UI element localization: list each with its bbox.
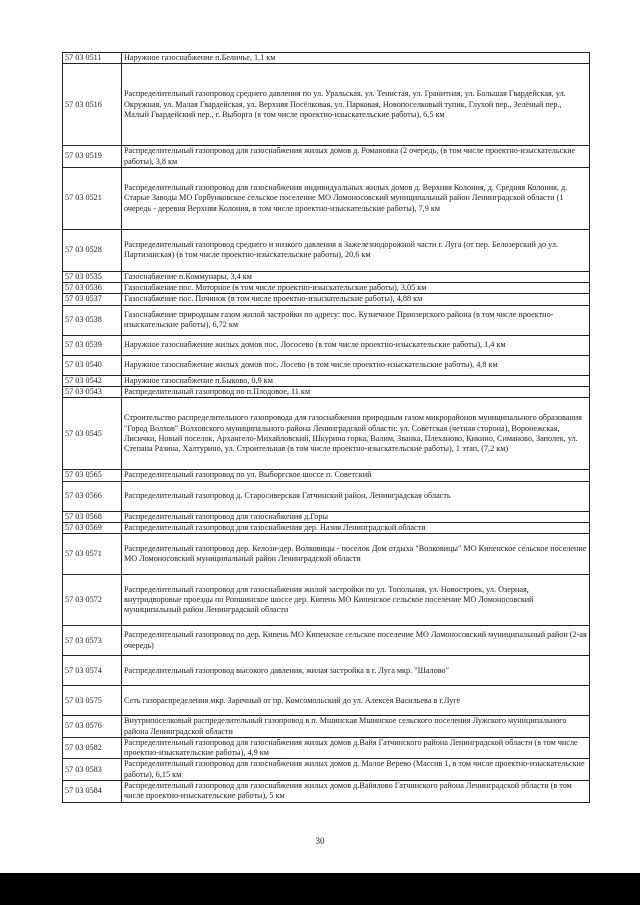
- object-code: 57 03 0540: [63, 355, 122, 375]
- object-description: Газоснабжение пос. Починок (в том числе проектно-изыскательские работы), 4,88 км: [122, 294, 590, 305]
- page-number: 30: [315, 836, 325, 846]
- table-row: [63, 511, 590, 522]
- object-code: 57 03 0538: [63, 305, 122, 335]
- registry-sheet: [62, 52, 590, 803]
- object-description: Распределительный газопровод для газоснабжения жилых домов д.Вайялово Гатчинского района Ленинградской области (в том числе проектно-изыскательские работы), 5 км: [122, 781, 590, 803]
- object-description: Распределительный газопровод высокого давления, жилая застройка в г. Луга мкр. "Шалово": [122, 656, 590, 686]
- object-description: Распределительный газопровод среднего и низкого давления в Зажелезнодорожной части г. Луга (от пер. Белозерский до ул. Партизанская) (в том числе проектно-изыскательские работы), 20,6 км: [122, 229, 590, 271]
- table-row: [63, 146, 590, 168]
- object-code: 57 03 0573: [63, 626, 122, 656]
- object-description: Наружное газоснабжение жилых домов пос. Лосево (в том числе проектно-изыскательские работы), 4,8 км: [122, 355, 590, 375]
- object-description: Распределительный газопровод для газоснабжения жилых домов д. Малое Верево (Массив 1, в том числе проектно-изыскательские работы), 6,15 км: [122, 759, 590, 781]
- object-code: 57 03 0536: [63, 283, 122, 294]
- table-row: [63, 64, 590, 146]
- object-description: Распределительный газопровод д. Старосиверская Гатчинский район, Ленинградская область: [122, 481, 590, 511]
- object-code: 57 03 0583: [63, 759, 122, 781]
- object-code: 57 03 0568: [63, 511, 122, 522]
- table-row: [63, 229, 590, 271]
- object-description: Газоснабжение п.Коммунары, 3,4 км: [122, 271, 590, 282]
- table-row: [63, 398, 590, 470]
- object-description: Сеть газораспределения мкр. Заречный от пр. Комсомольский до ул. Алексея Васильева в г.Луге: [122, 686, 590, 716]
- table-row: [63, 294, 590, 305]
- object-description: Внутрипоселковый распределительный газопровод в п. Мшинская Мшинское сельского поселения Лужского муниципального района Ленинградской области: [122, 716, 590, 738]
- object-description: Распределительный газопровод дер. Келози-дер. Волковицы - поселок Дом отдыха "Волковицы" МО Кипенское сельское поселение МО Ломоносовский муниципальный район Ленинградской области: [122, 534, 590, 575]
- object-code: 57 03 0571: [63, 534, 122, 575]
- table-row: [63, 305, 590, 335]
- object-code: 57 03 0511: [63, 53, 122, 64]
- object-code: 57 03 0572: [63, 575, 122, 626]
- table-row: [63, 737, 590, 759]
- table-row: [63, 781, 590, 803]
- object-code: 57 03 0566: [63, 481, 122, 511]
- object-description: Наружное газоснабжение п.Беличье, 1,1 км: [122, 53, 590, 64]
- object-code: 57 03 0537: [63, 294, 122, 305]
- object-description: Строительство распределительного газопровода для газоснабжения природным газом микрорайонов муниципального образования "Город Волхов" Волховского муниципального района Ленинградской области: ул. Советская (четная сторона), Воронежская, Лисички, Новый поселок, Архангело-Михайловский, Шкурина горка, Валим, Званка, Плеханово, Кикино, Симаново, Заполек, ул. Степана Разина, Халтурино, ул. Строительная (в том числе проектно-изыскательские работы), 1 этап, (7,2 км): [122, 398, 590, 470]
- object-description: Наружное газоснабжение п.Быково, 0,9 км: [122, 375, 590, 386]
- object-description: Наружное газоснабжение жилых домов пос. Лососево (в том числе проектно-изыскательские работы), 1,4 км: [122, 335, 590, 355]
- table-row: [63, 470, 590, 481]
- object-code: 57 03 0516: [63, 64, 122, 146]
- table-row: [63, 355, 590, 375]
- object-code: 57 03 0575: [63, 686, 122, 716]
- table-row: [63, 522, 590, 533]
- scan-bottom-bar: [0, 873, 640, 905]
- table-row: [63, 53, 590, 64]
- object-description: Распределительный газопровод для газоснабжения жилых домов д. Романовка (2 очередь, (в том числе проектно-изыскательские работы), 3,8 км: [122, 146, 590, 168]
- object-code: 57 03 0535: [63, 271, 122, 282]
- object-code: 57 03 0574: [63, 656, 122, 686]
- table-row: [63, 167, 590, 229]
- table-row: [63, 481, 590, 511]
- object-description: Газоснабжение природным газом жилой застройки по адресу: пос. Кузнечное Приозерского района (в том числе проектно-изыскательские работы), 6,72 км: [122, 305, 590, 335]
- object-code: 57 03 0565: [63, 470, 122, 481]
- object-description: Распределительный газопровод для газоснабжения жилых домов д.Вайя Гатчинского района Ленинградской области (в том числе проектно-изыскательские работы), 4,9 км: [122, 737, 590, 759]
- object-description: Распределительный газопровод для газоснабжения жилой застройки по ул. Топольная, ул. Новостроек, ул. Озерная, внутридворовые проезды по Ропшинское шоссе дер. Кипень МО Кипенское сельское поселение МО Ломоносовский муниципальный район Ленинградской области: [122, 575, 590, 626]
- object-description: Распределительный газопровод для газоснабжения д.Горы: [122, 511, 590, 522]
- table-row: [63, 686, 590, 716]
- object-code: 57 03 0519: [63, 146, 122, 168]
- table-body: [63, 53, 590, 803]
- table-row: [63, 626, 590, 656]
- object-code: 57 03 0542: [63, 375, 122, 386]
- object-code: 57 03 0584: [63, 781, 122, 803]
- table-row: [63, 375, 590, 386]
- object-description: Распределительный газопровод среднего давления по ул. Уральская. ул. Тенистая, ул. Гранитная, ул. Большая Гвардейская, ул. Окружная, ул. Малая Гвардейская, ул. Верхняя Посёлковая, ул. Парковая, Новопоселковый тупик, Глухой пер., Зелёный пер., Малый Гвардейский пер., г. Выборга (в том числе проектно-изыскательские работы), 6,5 км: [122, 64, 590, 146]
- table-row: [63, 387, 590, 398]
- object-code: 57 03 0545: [63, 398, 122, 470]
- object-description: Распределительный газопровод по дер. Кипень МО Кипенское сельское поселение МО Ломоносовский муниципальный район (2-ая очередь): [122, 626, 590, 656]
- table-row: [63, 271, 590, 282]
- object-description: Распределительный газопровод для газоснабжения индивидуальных жилых домов д. Верхняя Колония, д. Средняя Колония, д. Старые Заводы МО Горбунковское сельское поселение МО Ломоносовский муниципальный район Ленинградской области (1 очередь - деревня Верхняя Колония, в том числе проектно-изыскательские работы), 7,9 км: [122, 167, 590, 229]
- table-row: [63, 716, 590, 738]
- table-row: [63, 575, 590, 626]
- object-code: 57 03 0582: [63, 737, 122, 759]
- object-code: 57 03 0528: [63, 229, 122, 271]
- object-code: 57 03 0539: [63, 335, 122, 355]
- object-description: Газоснабжение пос. Моторное (в том числе проектно-изыскательские работы), 3,05 км: [122, 283, 590, 294]
- object-code: 57 03 0576: [63, 716, 122, 738]
- object-code: 57 03 0543: [63, 387, 122, 398]
- table-row: [63, 283, 590, 294]
- object-description: Распределительный газопровод по п.Плодовое, 11 км: [122, 387, 590, 398]
- object-description: Распределительный газопровод для газоснабжения дер. Назия Ленинградской области: [122, 522, 590, 533]
- table-row: [63, 534, 590, 575]
- object-code: 57 03 0569: [63, 522, 122, 533]
- gas-pipeline-table: [62, 52, 590, 803]
- table-row: [63, 759, 590, 781]
- object-code: 57 03 0521: [63, 167, 122, 229]
- table-row: [63, 335, 590, 355]
- object-description: Распределительный газопровод по ул. Выборгское шоссе п. Советский: [122, 470, 590, 481]
- table-row: [63, 656, 590, 686]
